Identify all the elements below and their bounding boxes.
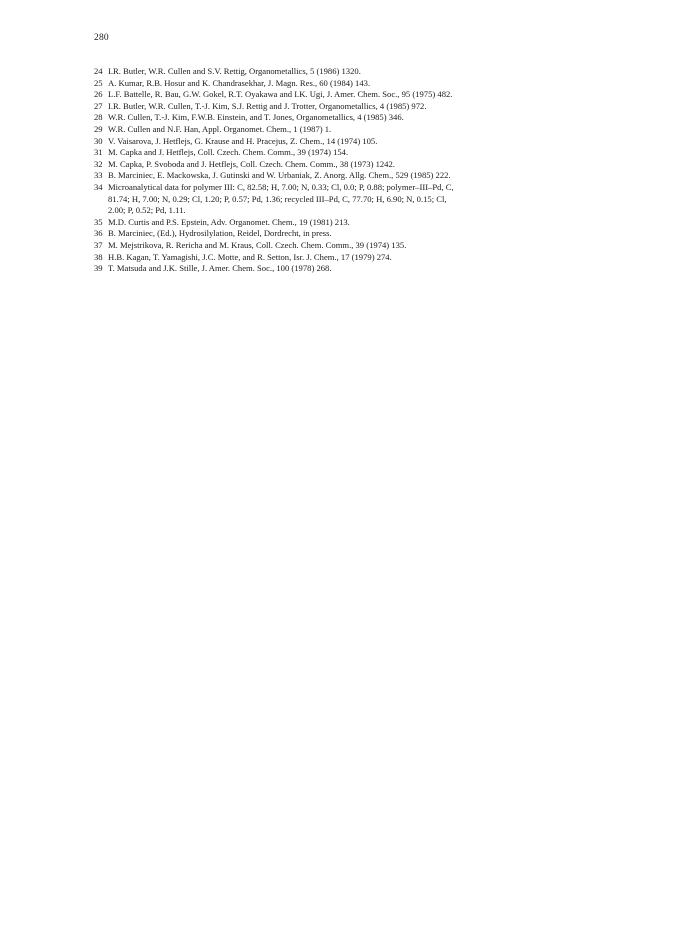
reference-text bbox=[108, 89, 594, 101]
reference-item bbox=[94, 252, 594, 264]
reference-text-line: T. Matsuda and J.K. Stille, J. Amer. Chem. Soc., 100 (1978) 268. bbox=[108, 263, 332, 274]
reference-number: 24 bbox=[94, 66, 103, 76]
reference-text bbox=[108, 182, 594, 217]
reference-number: 32 bbox=[94, 158, 103, 169]
reference-text-line: 81.74; H, 7.00; N, 0.29; Cl, 1.20; P, 0.57; Pd, 1.36; recycled III–Pd, C, 77.70; H, 6.90; N, 0.15; Cl, bbox=[108, 193, 447, 204]
reference-text-line: W.R. Cullen, T.-J. Kim, F.W.B. Einstein, and T. Jones, Organometallics, 4 (1985) 346. bbox=[108, 112, 404, 123]
reference-text bbox=[108, 170, 594, 182]
reference-number: 27 bbox=[94, 100, 103, 111]
reference-text-line: I.R. Butler, W.R. Cullen, T.-J. Kim, S.J. Rettig and J. Trotter, Organometallics, 4 (1985) 972. bbox=[108, 100, 427, 111]
reference-item bbox=[94, 89, 594, 101]
reference-text bbox=[108, 66, 594, 78]
reference-item bbox=[94, 147, 594, 159]
reference-text bbox=[108, 240, 594, 252]
reference-number: 31 bbox=[94, 147, 103, 158]
reference-item bbox=[94, 136, 594, 148]
reference-text bbox=[108, 78, 594, 90]
reference-item bbox=[94, 124, 594, 136]
reference-number: 26 bbox=[94, 89, 103, 100]
reference-text bbox=[108, 263, 594, 275]
reference-item bbox=[94, 228, 594, 240]
reference-text bbox=[108, 252, 594, 264]
reference-text bbox=[108, 217, 594, 229]
reference-number: 25 bbox=[94, 77, 103, 88]
reference-text bbox=[108, 228, 594, 240]
reference-item bbox=[94, 159, 594, 171]
reference-number: 38 bbox=[94, 251, 103, 262]
reference-text-line: M.D. Curtis and P.S. Epstein, Adv. Organomet. Chem., 19 (1981) 213. bbox=[108, 216, 350, 227]
reference-list bbox=[94, 66, 594, 275]
reference-text-line: I.R. Butler, W.R. Cullen and S.V. Rettig, Organometallics, 5 (1986) 1320. bbox=[108, 66, 361, 76]
reference-item bbox=[94, 66, 594, 78]
reference-text bbox=[108, 101, 594, 113]
reference-text bbox=[108, 112, 594, 124]
reference-number: 39 bbox=[94, 263, 103, 274]
reference-number: 28 bbox=[94, 112, 103, 123]
reference-number: 30 bbox=[94, 135, 103, 146]
reference-text-line: Microanalytical data for polymer III: C, 82.58; H, 7.00; N, 0.33; Cl, 0.0; P, 0.88; polymer–III–Pd, C, bbox=[108, 181, 454, 192]
reference-text-line: M. Capka, P. Svoboda and J. Hetflejs, Coll. Czech. Chem. Comm., 38 (1973) 1242. bbox=[108, 158, 395, 169]
reference-text-line: H.B. Kagan, T. Yamagishi, J.C. Motte, and R. Setton, Isr. J. Chem., 17 (1979) 274. bbox=[108, 251, 392, 262]
reference-number: 35 bbox=[94, 216, 103, 227]
reference-number: 37 bbox=[94, 239, 103, 250]
reference-text-line: W.R. Cullen and N.F. Han, Appl. Organomet. Chem., 1 (1987) 1. bbox=[108, 123, 332, 134]
reference-text bbox=[108, 136, 594, 148]
reference-item bbox=[94, 217, 594, 229]
reference-text-line: M. Capka and J. Hetflejs, Coll. Czech. Chem. Comm., 39 (1974) 154. bbox=[108, 147, 349, 158]
reference-text-line: B. Marciniec, E. Mackowska, J. Gutinski and W. Urbaniak, Z. Anorg. Allg. Chem., 529 (1985) 222. bbox=[108, 170, 451, 181]
reference-number: 36 bbox=[94, 228, 103, 239]
reference-number: 34 bbox=[94, 181, 103, 192]
reference-number: 33 bbox=[94, 170, 103, 181]
reference-text-line: B. Marciniec, (Ed.), Hydrosilylation, Reidel, Dordrecht, in press. bbox=[108, 228, 332, 239]
reference-text-line: V. Vaisarova, J. Hetflejs, G. Krause and H. Pracejus, Z. Chem., 14 (1974) 105. bbox=[108, 135, 378, 146]
reference-item bbox=[94, 182, 594, 217]
reference-text bbox=[108, 159, 594, 171]
reference-text bbox=[108, 124, 594, 136]
reference-number: 29 bbox=[94, 123, 103, 134]
reference-text bbox=[108, 147, 594, 159]
reference-item bbox=[94, 78, 594, 90]
reference-item bbox=[94, 170, 594, 182]
reference-item bbox=[94, 101, 594, 113]
reference-text-line: L.F. Battelle, R. Bau, G.W. Gokel, R.T. Oyakawa and I.K. Ugi, J. Amer. Chem. Soc., 95 (1975) 482. bbox=[108, 89, 453, 100]
page-number: 280 bbox=[94, 33, 109, 43]
reference-item bbox=[94, 263, 594, 275]
reference-text-line: 2.00; P, 0.52; Pd, 1.11. bbox=[108, 205, 186, 216]
reference-item bbox=[94, 240, 594, 252]
reference-item bbox=[94, 112, 594, 124]
reference-text-line: A. Kumar, R.B. Hosur and K. Chandrasekhar, J. Magn. Res., 60 (1984) 143. bbox=[108, 77, 371, 88]
reference-text-line: M. Mejstrikova, R. Rericha and M. Kraus, Coll. Czech. Chem. Comm., 39 (1974) 135. bbox=[108, 239, 407, 250]
